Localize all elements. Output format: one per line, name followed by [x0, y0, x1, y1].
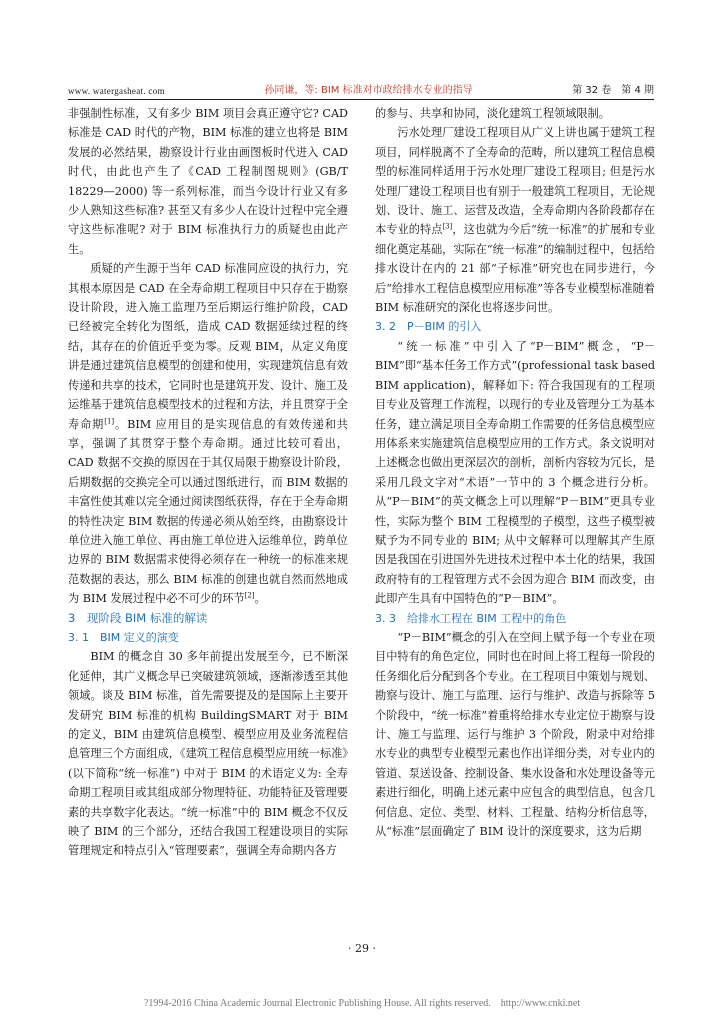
subsection-heading: 3. 3 给排水工程在 BIM 工程中的角色 — [375, 611, 567, 625]
paragraph: “统一标准”中引入了“P－BIM”概念，“P－BIM”即“基本任务工作方式”(professional task based BIM application)，解释如下: 符合我国现有的工程项目专业及管理工作流程，以现行的专业及管理分工为基本任务，建立满足项目全寿命期工作需要的任务信息模型应用体系来实施建筑信息模型应用的工作方式。条文说明对上述概念也做出更深层次的剖析，剖析内容较为冗长，是采用几段文字对“术语”一节中的 3 个概念进行分析。从“P－BIM”的英文概念上可以理解“P－BIM”更具专业性，实际为整个 BIM 工程模型的子模型，这些子模型被赋予为不同专业的 BIM; 从中文解释可以理解其产生原因是我国在引进国外先进技术过程中本土化的结果，我国政府特有的工程管理方式不会因为迎合 BIM 而改变，由此即产生具有中国特色的“P－BIM”。 — [375, 339, 655, 606]
citation-ref[interactable]: [1] — [104, 416, 115, 425]
subsection-heading: 3. 2 P－BIM 的引入 — [375, 320, 482, 334]
volume-issue: 第 32 卷 第 4 期 — [572, 85, 654, 96]
paragraph: BIM 的概念自 30 多年前提出发展至今，已不断深化延伸，其广义概念早已突破建筑领域，逐渐渗透至其他领域。谈及 BIM 标准，首先需要提及的是国际上主要开发研究 BIM 标准的机构 BuildingSMART 对于 BIM 的定义，BIM 由建筑信息模型、模型应用及业务流程信息管理三个方面组成，《建筑工程信息模型应用统一标准》(以下简称“统一标准”) 中对于 BIM 的术语定义为: 全寿命期工程项目或其组成部分物理特征、功能特征及管理要素的共享数字化表达。“统一标准”中的 BIM 概念不仅反映了 BIM 的三个部分，还结合我国工程建设项目的实际管理规定和特点引入“管理要素”，强调全寿命期内各方 — [68, 650, 348, 858]
section-heading: 3 现阶段 BIM 标准的解读 — [68, 610, 208, 625]
subsection-heading: 3. 1 BIM 定义的演变 — [68, 630, 179, 644]
paragraph: 非强制性标准，又有多少 BIM 项目会真正遵守它? CAD 标准是 CAD 时代的产物，BIM 标准的建立也将是 BIM 发展的必然结果，勘察设计行业由画图板时代进入 CAD 时代，由此也产生了《CAD 工程制图规则》(GB/T 18229—2000) 等一系列标准，而当今设计行业又有多少人熟知这些标准? 甚至又有多少人在设计过程中完全遵守这些标准呢? 对于 BIM 标准执行力的质疑也由此产生。 — [68, 107, 348, 256]
right-column — [375, 104, 655, 841]
page-number: · 29 · — [348, 942, 376, 955]
paragraph: 质疑的产生源于当年 CAD 标准同应设的执行力，究其根本原因是 CAD 在全寿命期工程项目中只存在于勘察设计阶段，进入施工监理乃至后期运行维护阶段，CAD 已经被完全转化为图纸，造成 CAD 数据延续过程的终结，其存在的价值近乎变为零。反观 BIM，从定义角度讲是通过建筑信息模型的创建和使用，实现建筑信息有效传递和共享的技术，它同时也是建筑开发、设计、施工及运维基于建筑信息模型技术的过程和方法，并且贯穿于全寿命期[1]。BIM 应用目的是实现信息的有效传递和共享，强调了其贯穿于整个寿命期。通过比较可看出，CAD 数据不交换的原因在于其仅局限于勘察设计阶段，后期数据的交换完全可以通过图纸进行，而 BIM 数据的丰富性使其难以完全通过阅读图纸获得，存在于全寿命期的特性决定 BIM 数据的传递必须从始至终，由勘察设计单位进入施工单位、再由施工单位进入运维单位，跨单位边界的 BIM 数据需求使得必须存在一种统一的标准来规范数据的表达，那么 BIM 标准的创建也就自然而然地成为 BIM 发展过程中必不可少的环节[2]。 — [68, 262, 348, 606]
left-column — [68, 104, 348, 861]
paragraph: “P－BIM”概念的引入在空间上赋予每一个专业在项目中特有的角色定位，同时也在时间上将工程每一阶段的任务细化后分配到各个专业。在工程项目中策划与规划、勘察与设计、施工与监理、运行与维护、改造与拆除等 5 个阶段中，“统一标准”着重将给排水专业定位于勘察与设计、施工与监理、运行与维护 3 个阶段，附录中对给排水专业的典型专业模型元素也作出详细分类，对专业内的管道、泵送设备、控制设备、集水设备和水处理设备等元素进行细化，明确上述元素中应包含的典型信息，包含几何信息、定位、类型、材料、工程量、结构分析信息等，从“标准”层面确定了 BIM 设计的深度要求，这为后期 — [375, 630, 655, 839]
running-title: 孙同谦，等: BIM 标准对市政给排水专业的指导 — [264, 85, 473, 96]
paragraph: 的参与、共享和协同，淡化建筑工程领域限制。 — [375, 107, 610, 120]
citation-ref[interactable]: [3] — [442, 222, 453, 231]
copyright-footer: ?1994-2016 China Academic Journal Electronic Publishing House. All rights reserved. http://www.cnki.net — [143, 998, 581, 1009]
citation-ref[interactable]: [2] — [244, 591, 255, 600]
journal-website: www. watergasheat. com — [68, 86, 165, 96]
running-header — [68, 78, 654, 100]
paragraph: 污水处理厂建设工程项目从广义上讲也属于建筑工程项目，同样脱离不了全寿命的范畴，所以建筑工程信息模型的标准同样适用于污水处理厂建设工程项目; 但是污水处理厂建设工程项目也有别于一般建筑工程项目，无论规划、设计、施工、运营及改造，全寿命期内各阶段都存在本专业的特点[3]，这也就为今后“统一标准”的扩展和专业细化奠定基础，实际在“统一标准”的编制过程中，包括给排水设计在内的 21 部“子标准”研究也在同步进行，今后“给排水工程信息模型应用标准”等各专业模型标准随着 BIM 标准研究的深化也将逐步问世。 — [375, 126, 655, 315]
